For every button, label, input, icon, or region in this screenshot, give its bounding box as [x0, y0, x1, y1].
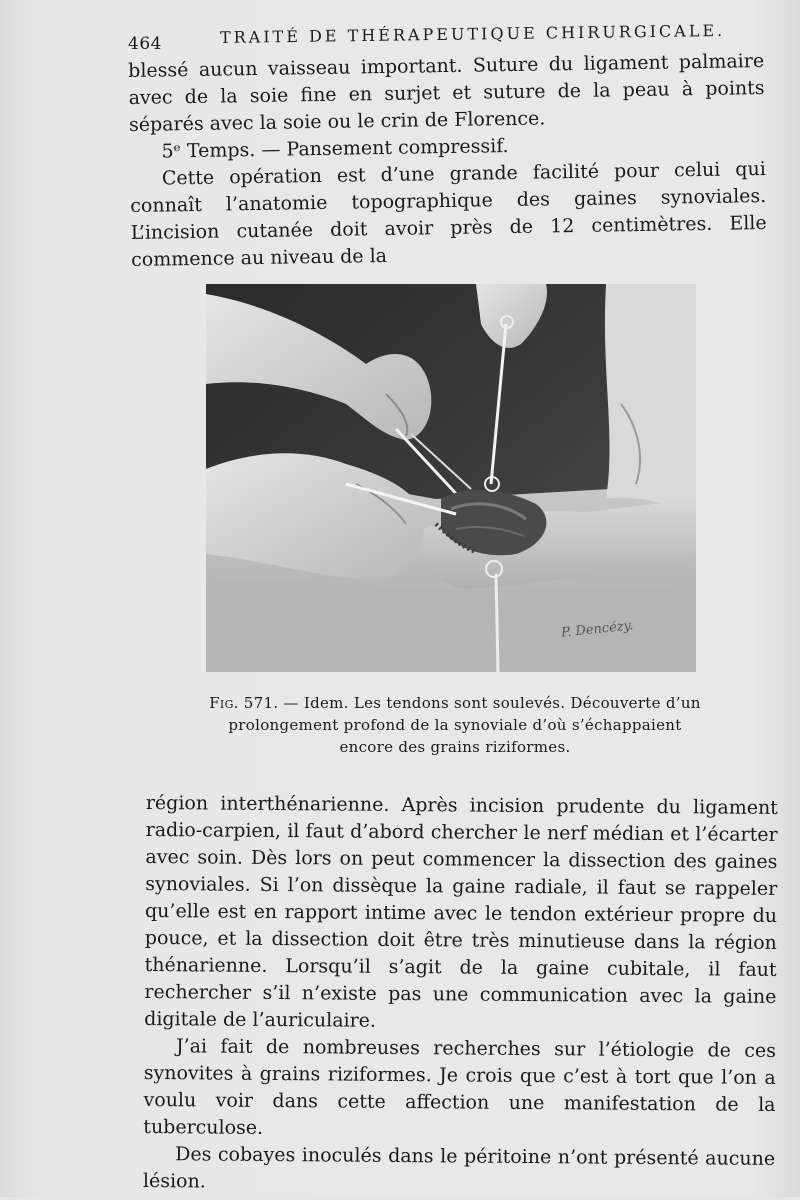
- paragraph: blessé aucun vaisseau important. Suture du ligament palmaire avec de la soie fine en surjet et suture de la peau à points séparés avec la soie ou le crin de Florence.: [128, 50, 765, 136]
- body-text-bottom: [143, 790, 778, 1200]
- surgery-photo-drawing: [206, 284, 696, 672]
- surgical-illustration: [206, 284, 696, 672]
- figure-label: Fig. 571.: [209, 694, 279, 712]
- paragraph: Des cobayes inoculés dans le péritoine n’ont présenté aucune lésion.: [142, 1143, 776, 1193]
- page-number: 464: [128, 34, 162, 54]
- paragraph-step-five: 5ᵉ Temps. — Pansement compressif.: [161, 135, 509, 163]
- caption-text: — Idem. Les tendons sont soulevés. Découverte d’un prolongement profond de la synoviale d’où s’échappaient encore des grains riziformes.: [228, 694, 701, 756]
- paragraph: J’ai fait de nombreuses recherches sur l’étiologie de ces synovites à grains riziformes. Je crois que c’est à tort que l’on a voulu voir dans cette affection une manifestation de la tuberculose.: [143, 1035, 777, 1139]
- body-text-top: [128, 48, 767, 274]
- running-title: TRAITÉ DE THÉRAPEUTIQUE CHIRURGICALE.: [219, 20, 726, 47]
- artist-signature: P. Dencézy.: [560, 618, 635, 641]
- paragraph: région interthénarienne. Après incision prudente du ligament radio-carpien, il faut d’abord chercher le nerf médian et l’écarter avec soin. Dès lors on peut commencer la dissection des gaines synoviales. Si l’on dissèque la gaine radiale, il faut se rappeler qu’elle est en rapport intime avec le tendon extérieur propre du pouce, et la dissection doit être très minutieuse dans la région thénarienne. Lorsqu’il s’agit de la gaine cubitale, il faut rechercher s’il n’existe pas une communication avec la gaine digitale de l’auriculaire.: [144, 791, 778, 1032]
- paragraph: Cette opération est d’une grande facilité pour celui qui connaît l’anatomie topographique des gaines synoviales. L’incision cutanée doit avoir près de 12 centimètres. Elle commence au niveau de la: [130, 157, 767, 271]
- figure-caption: [200, 692, 710, 758]
